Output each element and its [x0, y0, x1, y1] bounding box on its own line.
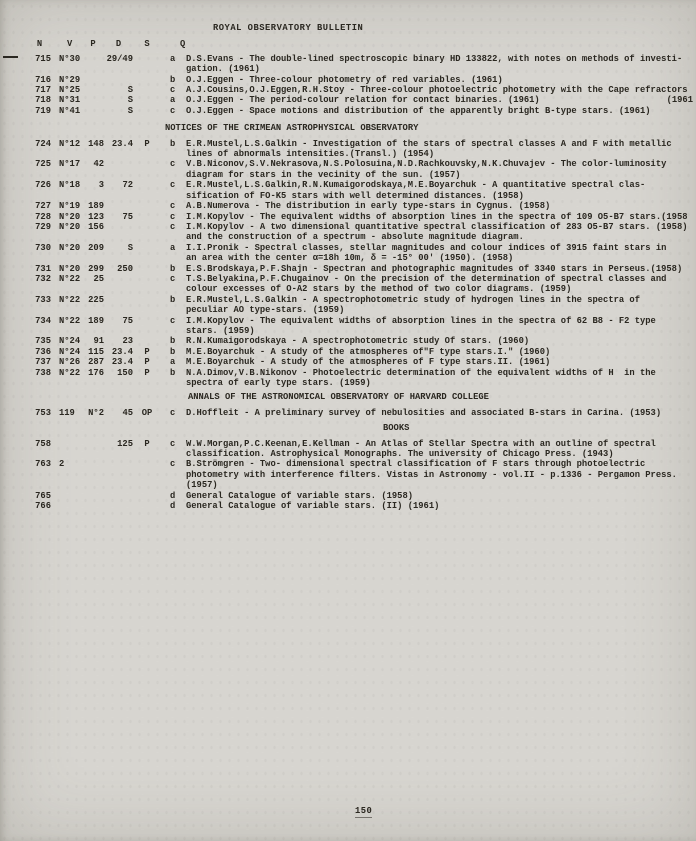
entry-row [0, 106, 696, 116]
entry-description [186, 316, 696, 337]
entry-q-letter: a [170, 95, 176, 106]
entry-volume: 119 [59, 407, 75, 418]
entry-q-letter: d [170, 490, 176, 501]
entry-text-line: O.J.Eggen - Space motions and distribution of the apparently bright B-type stars. (1961) [186, 105, 651, 116]
column-header-q: Q [180, 39, 186, 50]
entry-text-line: General Catalogue of variable stars. (II) (1961) [186, 501, 440, 512]
entry-row [0, 139, 696, 160]
entry-description [186, 85, 696, 95]
entry-description [186, 75, 696, 85]
entry-text-line: gation. (1961) [186, 64, 260, 75]
entry-q-letter: c [170, 438, 176, 449]
entry-description [186, 54, 696, 75]
entry-volume: N°20 [59, 211, 81, 222]
entry-description [186, 222, 696, 243]
entry-description [186, 243, 696, 264]
entry-p-value: 189 [88, 315, 104, 326]
entry-text-line: and the construction of a spectrum - absolute magnitude diagram. [186, 232, 524, 243]
bibliography-sections [0, 54, 696, 512]
entry-q-letter: c [170, 201, 176, 212]
entry-text-line: O.J.Eggen - Three-colour photometry of red variables. (1961) [186, 74, 503, 85]
entry-text-line: N.A.Dimov,V.B.Nikonov - Photoelectric determination of the equivalent widths of H in the [186, 367, 656, 378]
entry-text-line: lines of abnormals intensities.(Transl.) (1954) [186, 149, 435, 160]
entry-d-value: 23 [122, 336, 133, 347]
entry-q-letter: c [170, 85, 176, 96]
entry-d-value: 75 [122, 315, 133, 326]
entry-number: 765 [35, 490, 51, 501]
entry-d-value: S [127, 242, 133, 253]
entry-text-line: stars. (1959) [186, 325, 255, 336]
entry-description [186, 264, 696, 274]
entry-text-line: W.W.Morgan,P.C.Keenan,E.Kellman - An Atlas of Stellar Spectra with an outline of spectral [186, 438, 656, 449]
entry-row [0, 201, 696, 211]
entry-q-letter: a [170, 242, 176, 253]
entry-row [0, 85, 696, 95]
entry-number: 730 [35, 242, 51, 253]
entry-number: 766 [35, 501, 51, 512]
entry-q-letter: b [170, 294, 176, 305]
entry-volume: N°31 [59, 95, 81, 106]
entry-volume: N°41 [59, 105, 81, 116]
column-header-p: P [90, 39, 96, 50]
entry-text-line: E.R.Mustel,L.S.Galkin - A spectrophotometric study of hydrogen lines in the spectra of [186, 294, 640, 305]
entry-d-value: 150 [117, 367, 133, 378]
entry-text-line: (1957) [186, 480, 218, 491]
entry-text-line: an area with the center α=18h 10m, δ = -15° 00' (1950). (1958) [186, 253, 514, 264]
entry-description [186, 106, 696, 116]
entry-row [0, 368, 696, 389]
entry-text-line: peculiar AO type-stars. (1959) [186, 305, 345, 316]
entry-row [0, 54, 696, 75]
entry-description [186, 139, 696, 160]
entry-description [186, 274, 696, 295]
entry-p-value: 123 [88, 211, 104, 222]
entry-description [186, 212, 696, 222]
entry-d-value: 23.4 [111, 138, 133, 149]
entry-q-letter: b [170, 138, 176, 149]
entry-volume: N°22 [59, 294, 81, 305]
entry-number: 729 [35, 221, 51, 232]
entry-number: 735 [35, 336, 51, 347]
entry-p-value: 209 [88, 242, 104, 253]
entry-volume: N°24 [59, 346, 81, 357]
entry-description [186, 295, 696, 316]
entry-row [0, 295, 696, 316]
section [0, 423, 696, 511]
entry-row [0, 243, 696, 264]
entry-volume: N°17 [59, 159, 81, 170]
entry-volume: N°24 [59, 336, 81, 347]
entry-p-value: 42 [93, 159, 104, 170]
section [0, 123, 696, 388]
entry-text-line: B.Strömgren - Two- dimensional spectral classification of F stars through photoelectric [186, 459, 646, 470]
entry-p-value: 148 [88, 138, 104, 149]
entry-d-value: 125 [117, 438, 133, 449]
entry-volume: N°18 [59, 180, 81, 191]
entry-q-letter: b [170, 74, 176, 85]
entry-description [186, 459, 696, 490]
entry-text-line: spectra of early type stars. (1959) [186, 378, 371, 388]
entry-text-line: D.Hoffleit - A preliminary survey of nebulosities and associated B-stars in Carina. (1953) [186, 407, 662, 418]
entry-volume: N°12 [59, 138, 81, 149]
entry-q-letter: b [170, 336, 176, 347]
column-header-v: V [67, 39, 73, 50]
section [0, 54, 696, 116]
entry-d-value: 45 [122, 407, 133, 418]
entry-q-letter: c [170, 211, 176, 222]
section-heading: ANNALS OF THE ASTRONOMICAL OBSERVATORY OF HARVARD COLLEGE [188, 392, 489, 403]
document-body [0, 23, 696, 511]
entry-number: 725 [35, 159, 51, 170]
entry-number: 758 [35, 438, 51, 449]
entry-volume: N°26 [59, 357, 81, 368]
entry-s-value: P [144, 346, 150, 357]
entry-number: 734 [35, 315, 51, 326]
entry-text-line: diagram for stars in the vecinity of the sun. (1957) [186, 169, 461, 180]
entry-row [0, 439, 696, 460]
entry-description [186, 336, 696, 346]
entry-description [186, 439, 696, 460]
entry-number: 727 [35, 201, 51, 212]
entry-q-letter: c [170, 105, 176, 116]
entry-q-letter: c [170, 459, 176, 470]
entry-text-line: I.I.Pronik - Spectral classes, stellar magnitudes and colour indices of 3915 faint stars in [186, 242, 667, 253]
entry-d-value: 29/49 [106, 53, 133, 64]
entry-row [0, 408, 696, 418]
section-heading: BOOKS [383, 423, 410, 434]
entry-d-value: 75 [122, 211, 133, 222]
entry-p-value: 287 [88, 357, 104, 368]
entry-description [186, 501, 696, 511]
entry-number: 738 [35, 367, 51, 378]
entry-p-value: 189 [88, 201, 104, 212]
entry-volume: N°22 [59, 367, 81, 378]
entry-row [0, 222, 696, 243]
entry-volume: N°20 [59, 221, 81, 232]
margin-dash-icon [3, 56, 18, 58]
entry-overflow-year: (1961 [666, 95, 693, 106]
entry-text-line: R.N.Kumaigorodskaya - A spectrophotometric study Of stars. (1960) [186, 336, 530, 347]
entry-row [0, 180, 696, 201]
entry-p-value: 115 [88, 346, 104, 357]
entry-text-line: I.M.Kopylov - The equivalent widths of absorption lines in the spectra of 109 O5-B7 stars.(1958 [186, 211, 688, 222]
entry-text-line: classification. Astrophysical Monographs. The university of Chicago Press. (1943) [186, 449, 614, 460]
entry-number: 717 [35, 85, 51, 96]
entry-text-line: M.E.Boyarchuk - A study of the atmospheres of F type stars.II. (1961) [186, 357, 551, 368]
entry-row [0, 357, 696, 367]
entry-description [186, 368, 696, 389]
entry-number: 736 [35, 346, 51, 357]
entry-description [186, 95, 696, 105]
entry-d-value: 250 [117, 263, 133, 274]
entry-s-value: P [144, 438, 150, 449]
entry-q-letter: c [170, 315, 176, 326]
entry-d-value: S [127, 95, 133, 106]
entry-d-value: 72 [122, 180, 133, 191]
entry-number: 731 [35, 263, 51, 274]
entry-text-line: O.J.Eggen - The period-colour relation for contact binaries. (1961) (1961 [186, 95, 693, 106]
entry-d-value: 23.4 [111, 357, 133, 368]
entry-number: 718 [35, 95, 51, 106]
entry-volume: N°30 [59, 53, 81, 64]
entry-s-value: P [144, 138, 150, 149]
entry-p-value: 225 [88, 294, 104, 305]
entry-text-line: I.M.Kopylov - The equivalent widths of absorption lines in the spectra of 62 B8 - F2 type [186, 315, 656, 326]
entry-text-line: A.J.Cousins,O.J.Eggen,R.H.Stoy - Three-colour photoelectric photometry with the Cape refractors [186, 85, 688, 96]
entry-volume: N°19 [59, 201, 81, 212]
column-header-n: N [36, 39, 43, 50]
entry-p-value: 176 [88, 367, 104, 378]
entry-text-line: M.E.Boyarchuk - A study of the atmospheres of"F type stars.I." (1960) [186, 346, 551, 357]
entry-q-letter: c [170, 180, 176, 191]
entry-number: 733 [35, 294, 51, 305]
entry-text-line: D.S.Evans - The double-lined spectroscopic binary HD 133822, with notes on methods of investi- [186, 53, 683, 64]
section [0, 392, 696, 418]
entry-row [0, 491, 696, 501]
entry-number: 732 [35, 273, 51, 284]
entry-d-value: S [127, 85, 133, 96]
entry-text-line: V.B.Niconov,S.V.Nekrasova,N.S.Polosuina,N.D.Rachkouvsky,N.K.Chuvajev - The color-luminosity [186, 159, 667, 170]
entry-q-letter: c [170, 273, 176, 284]
entry-row [0, 274, 696, 295]
entry-p-value: 25 [93, 273, 104, 284]
entry-number: 724 [35, 138, 51, 149]
entry-text-line: E.S.Brodskaya,P.F.Shajn - Spectran and photographic magnitudes of 3340 stars in Perseus.(1958) [186, 263, 683, 274]
entry-q-letter: d [170, 501, 176, 512]
entry-q-letter: b [170, 346, 176, 357]
entry-d-value: S [127, 105, 133, 116]
entry-volume: N°25 [59, 85, 81, 96]
entry-text-line: photometry with interference filters. Vistas in Astronomy - vol.II - p.1336 - Pergamon Press. [186, 469, 677, 480]
column-header-d: D [115, 39, 122, 50]
entry-description [186, 347, 696, 357]
entry-volume: 2 [59, 459, 65, 470]
entry-d-value: 23.4 [111, 346, 133, 357]
entry-row [0, 501, 696, 511]
entry-q-letter: b [170, 263, 176, 274]
entry-text-line: E.R.Mustel,L.S.Galkin,R.N.Kumaigorodskaya,M.E.Boyarchuk - A quantitative spectral clas- [186, 180, 646, 191]
entry-volume: N°20 [59, 263, 81, 274]
entry-number: 728 [35, 211, 51, 222]
section-heading: NOTICES OF THE CRIMEAN ASTROPHYSICAL OBSERVATORY [165, 123, 419, 134]
entry-p-value: 3 [98, 180, 104, 191]
entry-volume: N°20 [59, 242, 81, 253]
page-number: 150 [355, 806, 373, 816]
entry-text-line: I.M.Kopylov - A two dimensional quantitative spectral classification of 283 O5-B7 stars. (1958) [186, 221, 688, 232]
entry-row [0, 159, 696, 180]
entry-row [0, 264, 696, 274]
entry-number: 763 [35, 459, 51, 470]
entry-s-value: P [144, 367, 150, 378]
entry-number: 719 [35, 105, 51, 116]
entry-description [186, 201, 696, 211]
entry-text-line: sification of FO-K5 stars with well determined distances. (1958) [186, 190, 524, 201]
entry-q-letter: c [170, 407, 176, 418]
entry-text-line: E.R.Mustel,L.S.Galkin - Investigation of the stars of spectral classes A and F with metallic [186, 138, 672, 149]
entry-row [0, 212, 696, 222]
entry-row [0, 459, 696, 490]
page-title: ROYAL OBSERVATORY BULLETIN [213, 23, 364, 33]
entry-volume: N°29 [59, 74, 81, 85]
entry-volume: N°22 [59, 315, 81, 326]
margin-marker-cell [0, 54, 28, 64]
entry-q-letter: c [170, 159, 176, 170]
entry-p-value: 156 [88, 221, 104, 232]
entry-volume: N°22 [59, 273, 81, 284]
entry-p-value: 91 [93, 336, 104, 347]
entry-text-line: General Catalogue of variable stars. (1958) [186, 490, 413, 501]
entry-number: 737 [35, 357, 51, 368]
entry-s-value: P [144, 357, 150, 368]
entry-description [186, 159, 696, 180]
entry-text-line: A.B.Numerova - The distribution in early type-stars in Cygnus. (1958) [186, 201, 551, 212]
entry-s-value: OP [141, 407, 153, 418]
entry-q-letter: a [170, 357, 176, 368]
entry-text-line: T.S.Belyakina,P.F.Chugainov - On the precision of the determination of spectral classes and [186, 273, 667, 284]
entry-q-letter: c [170, 221, 176, 232]
entry-description [186, 357, 696, 367]
entry-text-line: colour excesses of O-A2 stars by the method of two color diagrams. (1959) [186, 284, 572, 295]
entry-row [0, 336, 696, 346]
entry-q-letter: a [170, 53, 176, 64]
entry-number: 753 [35, 407, 51, 418]
entry-row [0, 75, 696, 85]
entry-description [186, 408, 696, 418]
entry-number: 726 [35, 180, 51, 191]
entry-p-value: 299 [88, 263, 104, 274]
entry-row [0, 347, 696, 357]
entry-number: 715 [35, 53, 51, 64]
entry-row [0, 316, 696, 337]
entry-description [186, 180, 696, 201]
entry-description [186, 491, 696, 501]
entry-number: 716 [35, 74, 51, 85]
entry-q-letter: b [170, 367, 176, 378]
entry-row [0, 95, 696, 105]
entry-p-value: N°2 [88, 407, 104, 418]
column-header-s: S [144, 39, 150, 50]
column-header-row [0, 39, 696, 49]
